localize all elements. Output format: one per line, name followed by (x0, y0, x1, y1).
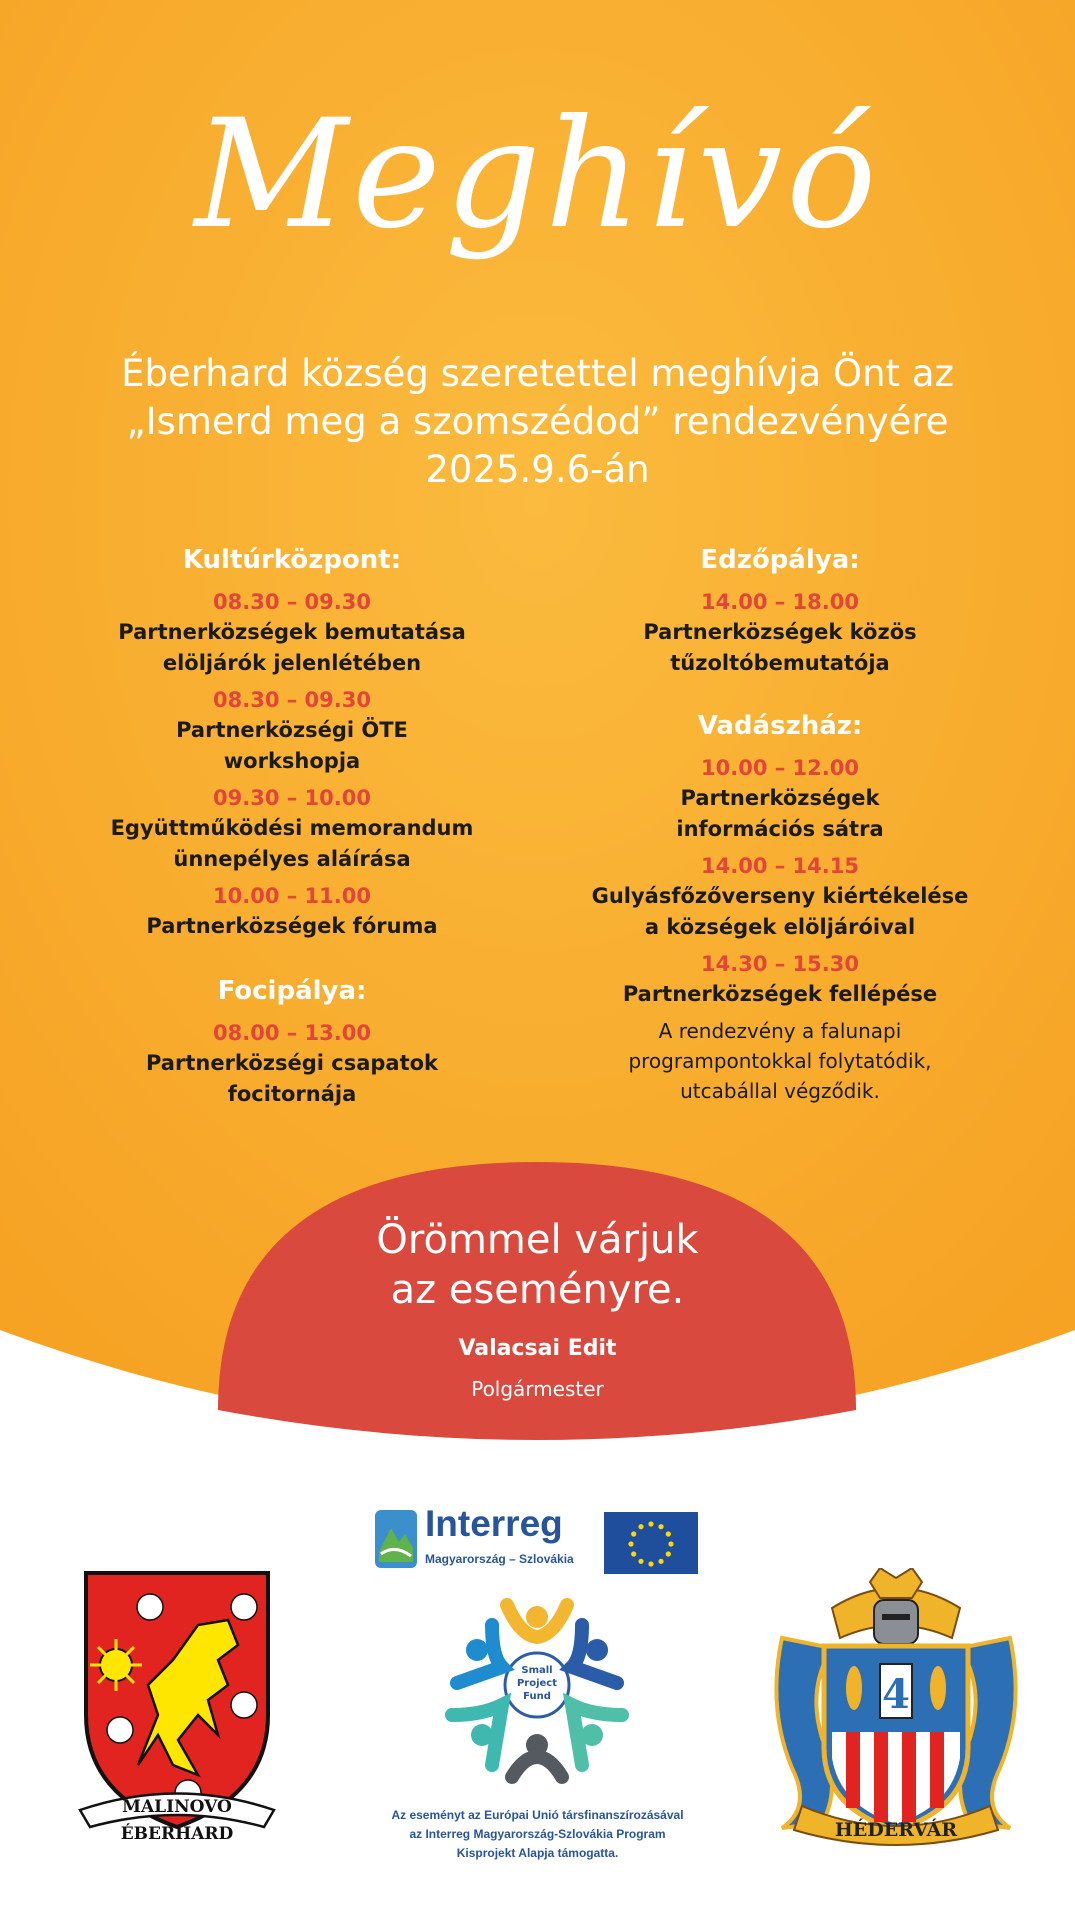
program-description: Partnerközségek (680, 786, 880, 810)
funding-line: Kisprojekt Alapja támogatta. (456, 1846, 619, 1860)
svg-text:4: 4 (882, 1671, 910, 1718)
program-item (52, 685, 532, 777)
page-title: Meghívó (194, 88, 881, 262)
spf-line: Project (516, 1678, 558, 1689)
program-time: 08.30 – 09.30 (213, 590, 371, 614)
program-description: Partnerközségek közös (643, 620, 917, 644)
eu-flag-icon (604, 1512, 698, 1574)
note-line: A rendezvény a falunapi (658, 1019, 902, 1043)
program-time: 10.00 – 11.00 (213, 884, 371, 908)
program-description: Partnerközségi csapatok (145, 1051, 439, 1075)
spf-line: Small (521, 1665, 553, 1676)
spf-line: Fund (523, 1691, 551, 1702)
program-left-column (52, 543, 532, 1110)
program-time: 14.00 – 14.15 (701, 854, 859, 878)
funding-line: az Interreg Magyarország-Szlovákia Program (409, 1827, 666, 1841)
program-description: elöljárók jelenlétében (162, 651, 422, 675)
closing-line: Örömmel várjuk (376, 1217, 699, 1263)
program-time: 10.00 – 12.00 (701, 756, 859, 780)
program-item (52, 587, 532, 679)
interreg-mark-icon (373, 1508, 419, 1572)
eberhard-coat-of-arms-icon (78, 1565, 276, 1847)
program-description: Partnerközségek fóruma (146, 914, 438, 938)
intro-text (40, 350, 1035, 494)
closing-message (180, 1215, 895, 1315)
program-description: Partnerközségek fellépése (622, 982, 938, 1006)
program-time: 08.30 – 09.30 (213, 688, 371, 712)
program-time: 14.00 – 18.00 (701, 590, 859, 614)
signatory-name: Valacsai Edit (458, 1336, 617, 1361)
intro-line: Éberhard község szeretettel meghívja Önt az (121, 352, 954, 395)
program-item (52, 881, 532, 942)
program-description: Együttműködési memorandum (110, 816, 474, 840)
funding-line: Az eseményt az Európai Unió társfinanszírozásával (391, 1808, 684, 1822)
program-item (540, 949, 1020, 1010)
intro-date: 2025.9.6-án (425, 448, 650, 491)
funding-statement (330, 1806, 745, 1863)
program-item (540, 851, 1020, 943)
program-time: 08.00 – 13.00 (213, 1021, 371, 1045)
program-note (540, 1016, 1020, 1106)
program-description: információs sátra (676, 817, 884, 841)
signatory-role: Polgármester (471, 1377, 604, 1401)
interreg-wordmark: Interreg (425, 1503, 563, 1544)
venue-heading-edzopalya: Edzőpálya: (700, 545, 860, 575)
interreg-subtitle: Magyarország – Szlovákia (425, 1552, 574, 1566)
crest-label: HÉDERVÁR (834, 1819, 958, 1841)
program-item (540, 753, 1020, 845)
note-line: programpontokkal folytatódik, (628, 1049, 932, 1073)
program-description: ünnepélyes aláírása (173, 847, 411, 871)
program-description: focitornája (227, 1082, 357, 1106)
program-description: a községek elöljáróival (644, 915, 916, 939)
program-right-column (540, 543, 1020, 1106)
program-item (52, 1018, 532, 1110)
program-description: Partnerközségi ÖTE (176, 718, 408, 742)
program-description: tűzoltóbemutatója (670, 651, 890, 675)
crest-label: MALINOVO (122, 1797, 232, 1817)
crest-label: ÉBERHARD (120, 1824, 234, 1844)
program-description: Gulyásfőzőverseny kiértékelése (591, 884, 969, 908)
venue-heading-vadaszhaz: Vadászház: (697, 711, 863, 741)
venue-heading-focipalya: Focipálya: (217, 976, 367, 1006)
program-item (52, 783, 532, 875)
program-item (540, 587, 1020, 679)
program-time: 09.30 – 10.00 (213, 786, 371, 810)
intro-line: „Ismerd meg a szomszédod” rendezvényére (126, 400, 949, 443)
program-time: 14.30 – 15.30 (701, 952, 859, 976)
small-project-fund-label (512, 1664, 562, 1703)
venue-heading-kulturkozpont: Kultúrközpont: (182, 545, 402, 575)
note-line: utcabállal végződik. (680, 1079, 880, 1103)
closing-line: az eseményre. (390, 1267, 685, 1313)
hedervar-coat-of-arms-icon (762, 1568, 1030, 1846)
program-description: Partnerközségek bemutatása (118, 620, 466, 644)
program-description: workshopja (223, 749, 361, 773)
